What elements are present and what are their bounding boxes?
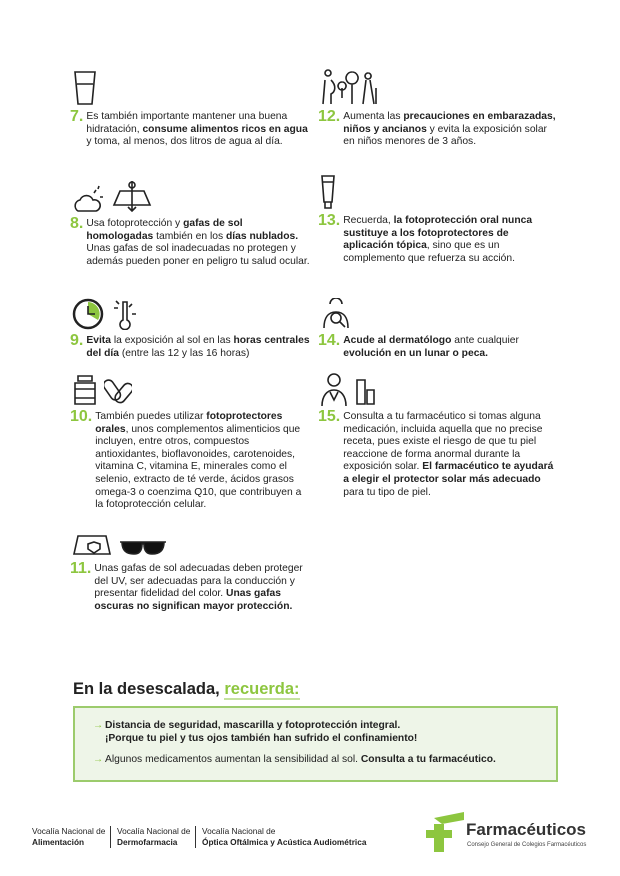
tip-text-bold: Acude al dermatólogo xyxy=(343,335,452,346)
footer-vocalia-optica: Vocalía Nacional de Óptica Oftálmica y Acústica Audiométrica xyxy=(195,826,366,848)
footer-vocalia-dermofarmacia: Vocalía Nacional de Dermofarmacia xyxy=(110,826,190,848)
tip-10: 10. También puedes utilizar fotoprotectores orales, unos complementos alimenticios que incluyen, entre otros, compuestos antioxidantes, bioflavonoides, carotenoides, vitamina C, vitamina E, minerales como el selenio, extracto de té verde, ácidos grasos omega-3 o coenzima Q10, que contribuyen a la fotoprotección celular. xyxy=(70,368,310,512)
tip-text-bold: precauciones en embarazadas, niños y ancianos xyxy=(343,111,556,135)
tip-text-bold: consume alimentos ricos en agua xyxy=(142,123,308,135)
tip-text: , unos complementos alimenticios que incluyen, entre otros, compuestos antioxidantes, bioflavonoides, carotenoides, vitamina C, vitamina E, minerales como el selenio, extracto de té verde, ácidos grasos omega-3 o coenzima Q10, que contribuyen a la fotoprotección celular. xyxy=(95,423,302,511)
tip-15: 15. Consulta a tu farmacéutico si tomas alguna medicación, incluida aquella que no precise receta, pues existe el riesgo de que tu piel reaccione de forma anormal durante la exposición solar. El farmacéutico te ayudará a elegir el protector solar más adecuado para tu tipo de piel. xyxy=(318,368,558,499)
arrow-icon: → xyxy=(93,720,104,731)
sunscreen-products-icon xyxy=(354,376,376,406)
capsules-icon xyxy=(104,376,132,406)
uv-lens-icon xyxy=(112,179,152,213)
tip-text-bold: gafas de sol homologadas xyxy=(86,218,243,242)
tip-7: 7. Es también importante mantener una buena hidratación, consume alimentos ricos en agua y toma, al menos, dos litros de agua al día. xyxy=(70,68,310,149)
tip-text: también en los xyxy=(153,230,226,242)
skin-check-magnifier-icon xyxy=(320,298,352,330)
arrow-icon: → xyxy=(93,754,104,766)
sunglasses-icon xyxy=(118,538,168,558)
tip-12: 12. Aumenta las precauciones en embarazadas, niños y ancianos y evita la exposición solar en niños menores de 3 años. xyxy=(318,68,558,149)
tip-11: 11. Unas gafas de sol adecuadas deben proteger del UV, ser adecuadas para la conducción y presentar fidelidad del color. Unas gafas oscuras no significan mayor protección. xyxy=(70,520,310,613)
tip-text-bold: la fotoprotección oral nunca sustituye a los fotoprotectores de aplicación tópica xyxy=(343,215,533,252)
tip-text-bold: Unas gafas oscuras no significan mayor protección. xyxy=(94,588,293,612)
tip-8: 8. Usa fotoprotección y gafas de sol homologadas también en los días nublados. Unas gafas de sol inadecuadas no protegen y además pueden poner en peligro tu salud ocular. xyxy=(70,175,310,268)
tip-text-bold: horas centrales del día xyxy=(86,335,310,359)
reminder-box xyxy=(73,706,558,782)
tip-text-bold: evolución en un lunar o peca. xyxy=(343,347,489,359)
sunscreen-tube-icon xyxy=(320,174,336,210)
pharmacy-cross-logo-icon xyxy=(422,810,466,854)
tip-text: la exposición al sol en las xyxy=(110,335,234,346)
farmaceuticos-logo: Farmacéuticos Consejo General de Colegios Farmacéuticos xyxy=(422,810,602,854)
cloud-sun-icon xyxy=(72,185,106,213)
tip-text: Unas gafas de sol inadecuadas no protegen y además pueden poner en peligro tu salud ocular. xyxy=(86,243,310,267)
water-glass-icon xyxy=(72,70,98,106)
tip-text-bold: días nublados. xyxy=(225,230,299,242)
reminder-item: → Algunos medicamentos aumentan la sensibilidad al sol. Consulta a tu farmacéutico. xyxy=(93,754,496,766)
tip-text: También puedes utilizar xyxy=(95,411,207,422)
tip-text: , sino que es un complemento que refuerza su acción. xyxy=(343,240,515,264)
tip-text-bold: El farmacéutico te ayudará a elegir el protector solar más adecuado xyxy=(343,461,554,485)
tip-text: para tu tipo de piel. xyxy=(343,486,431,498)
tip-text: (entre las 12 y las 16 horas) xyxy=(118,347,250,359)
clock-icon xyxy=(72,298,104,330)
reminder-item: → Distancia de seguridad, mascarilla y fotoprotección integral. ¡Porque tu piel y tus ojos también han sufrido el confinamiento! xyxy=(93,720,418,744)
tip-text-bold: Evita xyxy=(86,335,111,346)
tip-text: Es también importante mantener una buena hidratación, xyxy=(86,111,288,135)
tip-text: Unas gafas de sol adecuadas deben proteger del UV, ser adecuadas para la conducción y presentar fidelidad del color. xyxy=(94,563,303,600)
footer-vocalia-alimentacion: Vocalía Nacional de Alimentación xyxy=(32,826,106,847)
family-icon xyxy=(320,68,380,106)
thermometer-sun-icon xyxy=(110,298,140,330)
supplement-jar-icon xyxy=(72,374,98,406)
tip-9: 9. Evita la exposición al sol en las horas centrales del día (entre las 12 y las 16 horas) xyxy=(70,292,310,360)
reminder-heading: En la desescalada, recuerda: xyxy=(73,680,300,698)
tip-text: ante cualquier xyxy=(451,335,519,346)
pharmacist-icon xyxy=(320,372,348,406)
tip-13: 13. Recuerda, la fotoprotección oral nunca sustituye a los fotoprotectores de aplicación tópica, sino que es un complemento que refuerza su acción. xyxy=(318,172,558,265)
tip-text: Usa fotoprotección y xyxy=(86,218,184,229)
tip-text: Recuerda, xyxy=(343,215,394,226)
tip-text: y evita la exposición solar en niños menores de 3 años. xyxy=(343,123,547,148)
tip-text: y toma, al menos, dos litros de agua al día. xyxy=(86,136,283,148)
tip-text: Consulta a tu farmacéutico si tomas alguna medicación, incluida aquella que no precise receta, pues existe el riesgo de que tu piel reaccione de forma anormal durante la exposición solar. xyxy=(343,411,543,473)
tip-text-bold: fotoprotectores orales xyxy=(95,411,283,435)
uv-shield-lens-icon xyxy=(72,532,112,558)
tip-text: Aumenta las xyxy=(343,111,404,122)
tip-14: 14. Acude al dermatólogo ante cualquier evolución en un lunar o peca. xyxy=(318,292,558,360)
